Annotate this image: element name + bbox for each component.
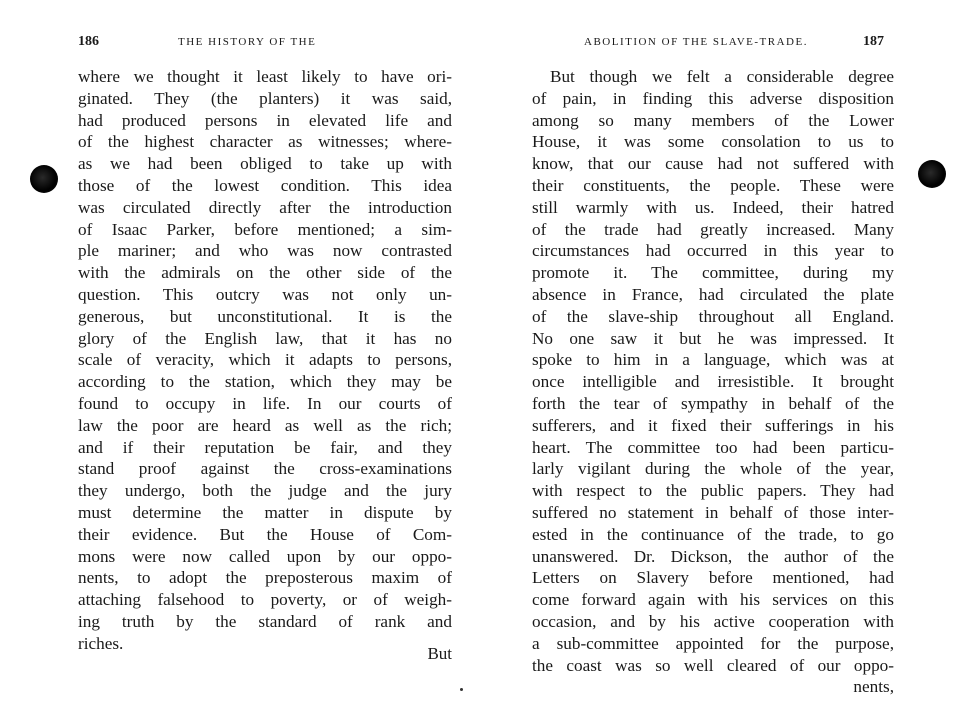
text-line: nents, <box>853 677 894 697</box>
text-line: once intelligible and irresistible. It brought <box>532 372 894 392</box>
running-head: THE HISTORY OF THE <box>178 36 317 48</box>
text-line: larly vigilant during the whole of the year, <box>532 459 894 479</box>
text-line: heart. The committee too had been particu- <box>532 437 894 457</box>
text-line: riches. <box>78 633 124 653</box>
text-line: still warmly with us. Indeed, their hatred <box>532 197 894 217</box>
text-line: nents, to adopt the preposterous maxim of <box>78 568 452 588</box>
text-line: mons were now called upon by our oppo- <box>78 546 452 566</box>
text-line: ginated. They (the planters) it was said, <box>78 88 452 108</box>
text-line: was circulated directly after the introduction <box>78 197 452 217</box>
text-line: and if their reputation be fair, and they <box>78 437 452 457</box>
text-line: absence in France, had circulated the plate <box>532 284 894 304</box>
text-line: must determine the matter in dispute by <box>78 502 452 522</box>
binding-hole <box>30 165 58 193</box>
page-number: 186 <box>78 34 99 49</box>
text-line: where we thought it least likely to have ori- <box>78 67 452 86</box>
text-line: a sub-committee appointed for the purpose, <box>532 633 894 653</box>
text-line: unanswered. Dr. Dickson, the author of the <box>532 546 894 566</box>
text-line: the coast was so well cleared of our oppo- <box>532 655 894 675</box>
text-line: of pain, in finding this adverse disposition <box>532 88 894 108</box>
text-line: spoke to him in a language, which was at <box>532 350 894 370</box>
catchword: But <box>427 644 452 663</box>
text-line: of the slave-ship throughout all England. <box>532 306 894 326</box>
text-line: sufferers, and it fixed their sufferings in his <box>532 415 894 435</box>
text-line: ested in the continuance of the trade, to go <box>532 524 894 544</box>
text-line: among so many members of the Lower <box>532 110 894 130</box>
right-page <box>490 0 980 727</box>
left-page-text <box>78 66 452 655</box>
running-head: ABOLITION OF THE SLAVE-TRADE. <box>584 36 808 48</box>
text-line: of the highest character as witnesses; where- <box>78 132 452 152</box>
text-line: attaching falsehood to poverty, or of weigh- <box>78 590 452 610</box>
text-line: as we had been obliged to take up with <box>78 154 452 174</box>
text-line: law the poor are heard as well as the rich; <box>78 415 452 435</box>
text-line: scale of veracity, which it adapts to persons, <box>78 350 452 370</box>
text-line: according to the station, which they may be <box>78 372 452 392</box>
text-line: of Isaac Parker, before mentioned; a sim- <box>78 219 452 239</box>
text-line: But though we felt a considerable degree <box>550 67 894 86</box>
text-line: with the admirals on the other side of the <box>78 263 452 283</box>
text-line: those of the lowest condition. This idea <box>78 175 452 195</box>
page-number: 187 <box>863 34 884 49</box>
text-line: their evidence. But the House of Com- <box>78 524 452 544</box>
text-line: No one saw it but he was impressed. It <box>532 328 894 348</box>
text-line: their constituents, the people. These were <box>532 175 894 195</box>
ink-speck <box>460 688 463 691</box>
text-line: they undergo, both the judge and the jury <box>78 481 452 501</box>
text-line: ing truth by the standard of rank and <box>78 611 452 631</box>
text-line: come forward again with his services on this <box>532 590 894 610</box>
right-page-text <box>532 66 894 698</box>
text-line: know, that our cause had not suffered with <box>532 154 894 174</box>
text-line: with respect to the public papers. They had <box>532 481 894 501</box>
text-line: forth the tear of sympathy in behalf of the <box>532 393 894 413</box>
text-line: promote it. The committee, during my <box>532 263 894 283</box>
text-line: had produced persons in elevated life and <box>78 110 452 130</box>
text-line: generous, but unconstitutional. It is the <box>78 306 452 326</box>
text-line: of the trade had greatly increased. Many <box>532 219 894 239</box>
text-line: stand proof against the cross-examinations <box>78 459 452 479</box>
text-line: glory of the English law, that it has no <box>78 328 452 348</box>
text-line: question. This outcry was not only un- <box>78 284 452 304</box>
text-line: House, it was some consolation to us to <box>532 132 894 152</box>
binding-hole <box>918 160 946 188</box>
text-line: ple mariner; and who was now contrasted <box>78 241 452 261</box>
text-line: occasion, and by his active cooperation with <box>532 611 894 631</box>
text-line: suffered no statement in behalf of those inter- <box>532 502 894 522</box>
text-line: found to occupy in life. In our courts of <box>78 393 452 413</box>
text-line: circumstances had occurred in this year to <box>532 241 894 261</box>
text-line: Letters on Slavery before mentioned, had <box>532 568 894 588</box>
